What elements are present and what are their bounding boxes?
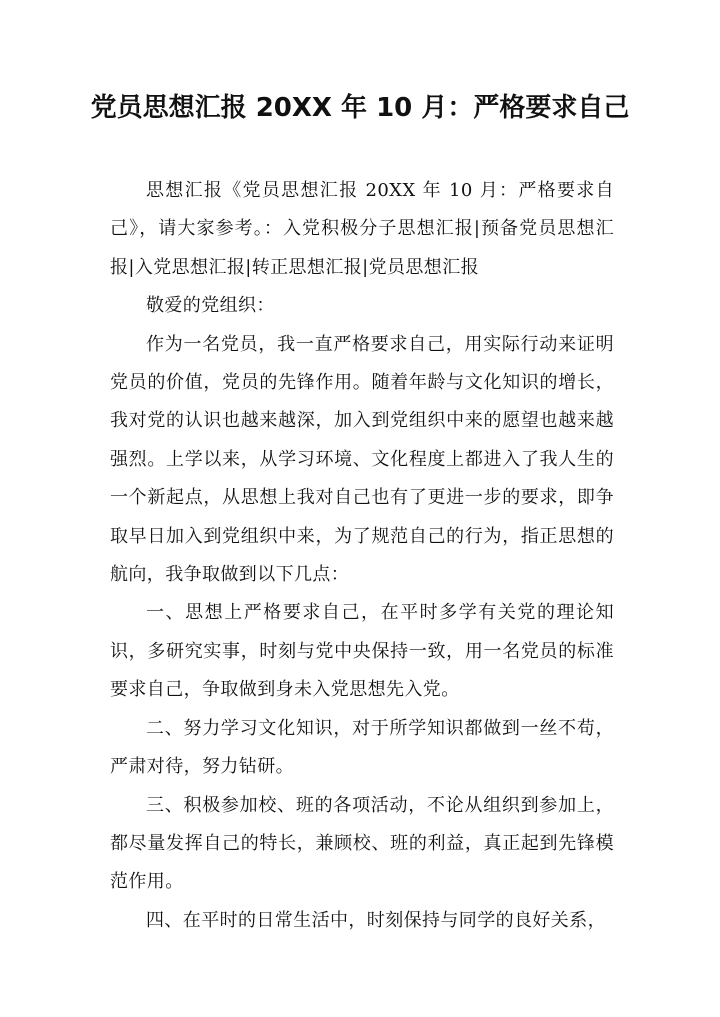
paragraph-point-3: 三、积极参加校、班的各项活动，不论从组织到参加上，都尽量发挥自己的特长，兼顾校、班的利益，真正起到先锋模范作用。 xyxy=(110,794,614,893)
paragraph-main: 作为一名党员，我一直严格要求自己，用实际行动来证明党员的价值，党员的先锋作用。随着年龄与文化知识的增长，我对党的认识也越来越深，加入到党组织中来的愿望也越来越强烈。上学以来，从学习环境、文化程度上都进入了我人生的一个新起点，从思想上我对自己也有了更进一步的要求，即争取早日加入到党组织中来，为了规范自己的行为，指正思想的航向，我争取做到以下几点： xyxy=(110,333,614,586)
paragraph-intro: 思想汇报《党员思想汇报 20XX 年 10 月：严格要求自己》，请大家参考。：入党积极分子思想汇报|预备党员思想汇报|入党思想汇报|转正思想汇报|党员思想汇报 xyxy=(110,180,614,278)
document-body xyxy=(110,172,614,940)
paragraph-point-2: 二、努力学习文化知识，对于所学知识都做到一丝不苟，严肃对待，努力钻研。 xyxy=(110,717,614,778)
paragraph-salutation: 敬爱的党组织： xyxy=(146,295,275,317)
document-title: 党员思想汇报 20XX 年 10 月：严格要求自己 xyxy=(90,93,630,123)
paragraph-point-4: 四、在平时的日常生活中，时刻保持与同学的良好关系， xyxy=(146,909,606,931)
paragraph-point-1: 一、思想上严格要求自己，在平时多学有关党的理论知识，多研究实事，时刻与党中央保持一致，用一名党员的标准要求自己，争取做到身未入党思想先入党。 xyxy=(110,602,614,701)
